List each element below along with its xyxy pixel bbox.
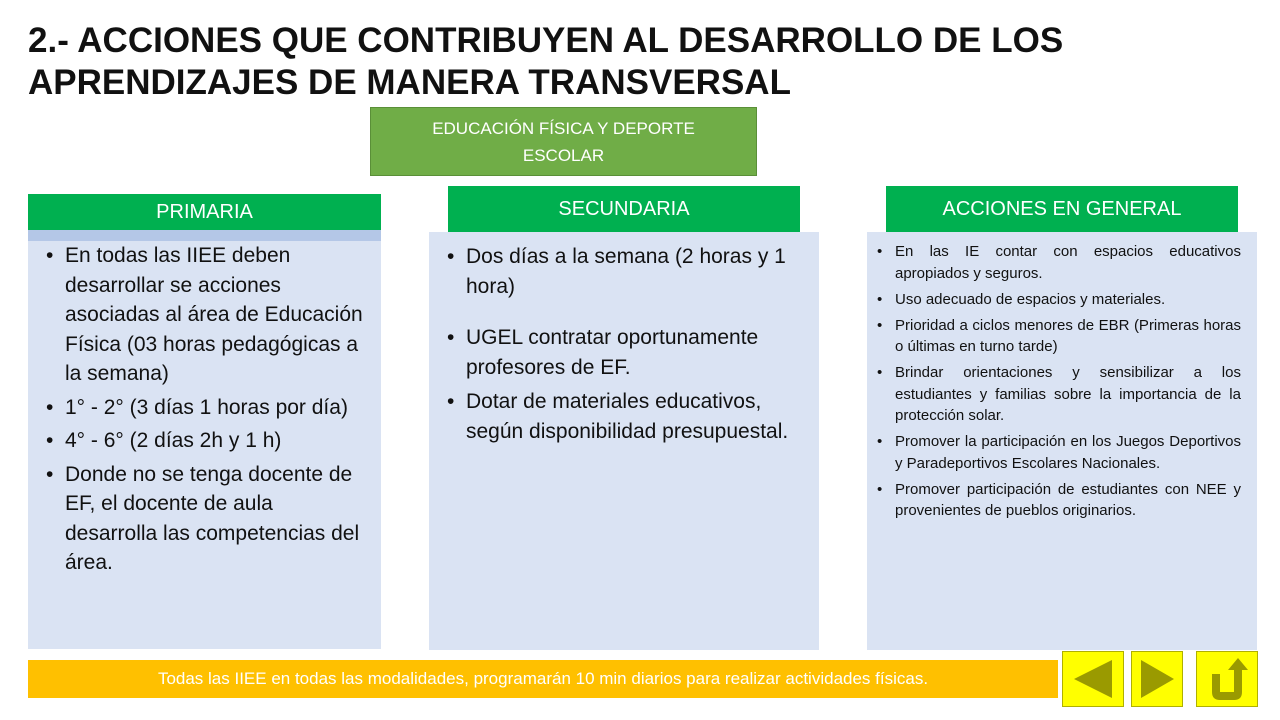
list-item: • UGEL contratar oportunamente profesores de EF. <box>447 323 805 382</box>
general-header: ACCIONES EN GENERAL <box>886 186 1238 232</box>
previous-slide-button[interactable] <box>1062 651 1124 707</box>
list-item: • Dos días a la semana (2 horas y 1 hora) <box>447 242 805 301</box>
secundaria-list <box>447 242 805 446</box>
general-panel <box>867 232 1257 650</box>
triangle-right-icon <box>1137 657 1177 701</box>
secundaria-panel <box>429 232 819 650</box>
primaria-header-strip <box>28 230 381 241</box>
next-slide-button[interactable] <box>1131 651 1183 707</box>
triangle-left-icon <box>1070 657 1116 701</box>
list-item: • Promover la participación en los Juegos Deportivos y Paradeportivos Escolares Nacionales. <box>877 431 1241 474</box>
page-title: 2.- ACCIONES QUE CONTRIBUYEN AL DESARROLLO DE LOS APRENDIZAJES DE MANERA TRANSVERSAL <box>28 21 1064 102</box>
list-item: • Uso adecuado de espacios y materiales. <box>877 289 1241 311</box>
list-item: • Prioridad a ciclos menores de EBR (Primeras horas o últimas en turno tarde) <box>877 315 1241 358</box>
list-item: • Dotar de materiales educativos, según disponibilidad presupuestal. <box>447 387 805 446</box>
topic-box: EDUCACIÓN FÍSICA Y DEPORTE ESCOLAR <box>370 107 757 176</box>
return-button[interactable] <box>1196 651 1258 707</box>
list-item: • En las IE contar con espacios educativos apropiados y seguros. <box>877 241 1241 284</box>
u-turn-icon <box>1202 654 1252 704</box>
list-item: • Donde no se tenga docente de EF, el docente de aula desarrolla las competencias del área. <box>46 460 367 578</box>
list-item: • En todas las IIEE deben desarrollar se acciones asociadas al área de Educación Física (03 horas pedagógicas a la semana) <box>46 241 367 389</box>
list-item: • Promover participación de estudiantes con NEE y provenientes de pueblos originarios. <box>877 479 1241 522</box>
primaria-panel <box>28 241 381 649</box>
list-item: • 4° - 6° (2 días 2h y 1 h) <box>46 426 367 456</box>
general-list <box>877 241 1241 522</box>
list-item: • 1° - 2° (3 días 1 horas por día) <box>46 393 367 423</box>
secundaria-header: SECUNDARIA <box>448 186 800 232</box>
primaria-header: PRIMARIA <box>28 194 381 230</box>
primaria-list <box>46 241 367 578</box>
bottom-note-bar: Todas las IIEE en todas las modalidades, programarán 10 min diarios para realizar actividades físicas. <box>28 660 1058 698</box>
list-item: • Brindar orientaciones y sensibilizar a los estudiantes y familias sobre la importancia de la protección solar. <box>877 362 1241 427</box>
